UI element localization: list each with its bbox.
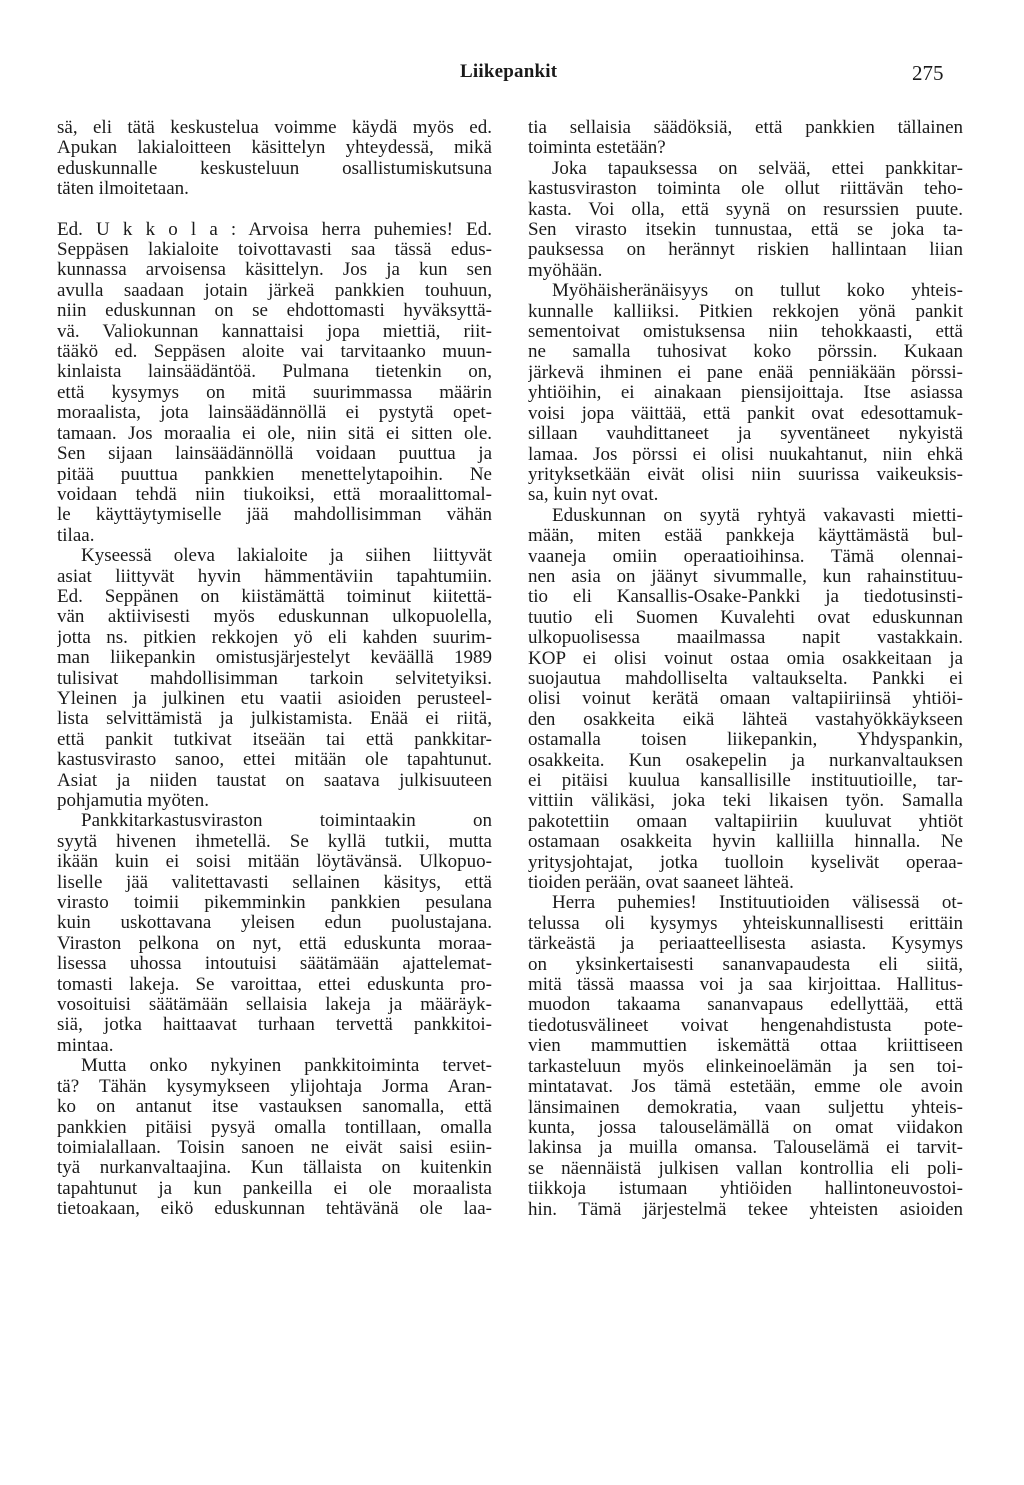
text-line: vien mammuttien iskemättä ottaa kriittiseen bbox=[528, 1036, 963, 1057]
text-line: virasto toimii pikemminkin pankkien pesulana bbox=[57, 893, 492, 914]
text-line: vaaneja omiin operaatioihinsa. Tämä olennai- bbox=[528, 546, 963, 567]
text-line: tuutio eli Suomen Kuvalehti ovat eduskunnan bbox=[528, 607, 963, 628]
text-line: mitä tässä maassa voi ja saa kirjoittaa. Hallitus- bbox=[528, 975, 963, 996]
text-line: Mutta onko nykyinen pankkitoiminta tervet- bbox=[81, 1056, 492, 1077]
text-line: kastusvirasto sanoo, ettei mitään ole tapahtunut. bbox=[57, 750, 492, 771]
text-line: asiat liittyvät hyvin hämmentäviin tapahtumiin. bbox=[57, 566, 492, 587]
text-line: kinlaista lainsäädäntöä. Pulmana tietenkin on, bbox=[57, 362, 492, 383]
text-line: Seppäsen lakialoite toivottavasti saa tässä edus- bbox=[57, 240, 492, 261]
text-line: länsimainen demokratia, vaan suljettu yhteis- bbox=[528, 1097, 963, 1118]
text-line: telussa oli kysymys yhteiskunnallisesti erittäin bbox=[528, 913, 963, 934]
text-line: tia sellaisia säädöksiä, että pankkien tällainen bbox=[528, 118, 963, 138]
text-line: lakinsa ja muilla omansa. Talouselämä ei tarvit- bbox=[528, 1138, 963, 1159]
text-line: Eduskunnan on syytä ryhtyä vakavasti mietti- bbox=[552, 505, 963, 526]
text-line: avulla saadaan jotain järkeä pankkien touhuun, bbox=[57, 280, 492, 301]
text-line: Joka tapauksessa on selvää, ettei pankkitar- bbox=[552, 158, 963, 179]
text-line: KOP ei olisi voinut ostaa omia osakkeitaan ja bbox=[528, 648, 963, 669]
text-line: liselle jää valitettavasti sellainen käsitys, että bbox=[57, 872, 492, 893]
text-line: Yleinen ja julkinen etu vaatii asioiden perusteel- bbox=[57, 688, 492, 709]
text-line: Pankkitarkastusviraston toimintaakin on bbox=[81, 811, 492, 832]
text-line: kunnassa arvoisensa käsittelyn. Jos ja kun sen bbox=[57, 260, 492, 281]
text-line: vittiin välikäsi, joka teki likaisen työn. Samalla bbox=[528, 791, 963, 812]
text-line: Herra puhemies! Instituutioiden välisessä ot- bbox=[552, 893, 963, 914]
text-line: järkevä ihminen ei pane enää penniäkään pörssi- bbox=[528, 362, 963, 383]
text-line: vosoituisi säätämään sellaisia lakeja ja määräyk- bbox=[57, 995, 492, 1016]
text-line: tietoakaan, eikö eduskunnan tehtävänä ole laa- bbox=[57, 1199, 492, 1220]
text-line: kasta. Voi olla, että syynä on resurssien puute. bbox=[528, 199, 963, 220]
text-line: pohjamutia myöten. bbox=[57, 791, 209, 811]
text-line: tilaa. bbox=[57, 525, 95, 546]
text-line: Apukan lakialoitteen käsittelyn yhteydessä, mikä bbox=[57, 138, 492, 159]
text-line: suojautua mahdolliselta valtaukselta. Pankki ei bbox=[528, 668, 963, 689]
text-line: tyä nurkanvaltaajina. Kun tällaista on kuitenkin bbox=[57, 1158, 492, 1179]
text-line: tiedotusvälineet voivat hengenahdistusta pote- bbox=[528, 1015, 963, 1036]
text-line: tiikkoja istumaan yhtiöiden hallintoneuvostoi- bbox=[528, 1179, 963, 1200]
text-line: yritysjohtajat, jotka tuolloin kyselivät operaa- bbox=[528, 852, 963, 873]
text-line: että kysymys on mitä suurimmassa määrin bbox=[57, 382, 492, 403]
right-text-column bbox=[528, 118, 963, 1220]
text-line: Sen virasto itsekin tunnustaa, että se joka ta- bbox=[528, 220, 963, 241]
text-line: ikään kuin ei soisi mitään löytävänsä. Ulkopuo- bbox=[57, 852, 492, 873]
text-line: sä, eli tätä keskustelua voimme käydä myös ed. bbox=[57, 118, 492, 138]
text-line: kunta, jossa talouselämällä on omat viidakon bbox=[528, 1117, 963, 1138]
text-line: Ed. U k k o l a : Arvoisa herra puhemies! Ed. bbox=[57, 219, 492, 240]
text-line: le käyttäytymiselle jää mahdollisimman vähän bbox=[57, 505, 492, 526]
text-line: tarkasteluun myös elinkeinoelämän ja sen toi- bbox=[528, 1056, 963, 1077]
text-line: lisessa uhossa intoutuisi säätämään ajattelemat- bbox=[57, 954, 492, 975]
text-line: myöhään. bbox=[528, 260, 603, 281]
text-line: ko on antanut itse vastauksen sanomalla, että bbox=[57, 1097, 492, 1118]
text-line: ne samalla tuhosivat koko pörssin. Kukaan bbox=[528, 342, 963, 363]
text-line: on yksinkertaisesti sananvapaudesta eli siitä, bbox=[528, 954, 963, 975]
text-line: vän aktiivisesti myös eduskunnan ulkopuolella, bbox=[57, 607, 492, 628]
text-line: kunnalle kalliiksi. Pitkien rekkojen yönä pankit bbox=[528, 301, 963, 322]
text-line: Ed. Seppänen on kiistämättä toiminut kiitettä- bbox=[57, 586, 492, 607]
text-line: sementoivat omistuksensa niin tehokkaasti, että bbox=[528, 322, 963, 343]
text-line: että pankit tutkivat itseään tai että pankkitar- bbox=[57, 729, 492, 750]
text-line: tomasti lakeja. Se varoittaa, ettei eduskunta pro- bbox=[57, 974, 492, 995]
text-line: tä? Tähän kysymykseen ylijohtaja Jorma Aran- bbox=[57, 1076, 492, 1097]
page-number: 275 bbox=[912, 61, 944, 85]
text-line: tio eli Kansallis-Osake-Pankki ja tiedotusinsti- bbox=[528, 587, 963, 608]
text-line: kastusviraston toiminta ole ollut riittävän teho- bbox=[528, 179, 963, 200]
text-line: niin eduskunnan on se ehdottomasti hyväksyttä- bbox=[57, 301, 492, 322]
text-line: hin. Tämä järjestelmä tekee yhteisten asioiden bbox=[528, 1199, 963, 1220]
text-line: voisi jopa väittää, että pankit ovat edesottamuk- bbox=[528, 403, 963, 424]
text-line: nen asia on jäänyt sivummalle, kun rahainstituu- bbox=[528, 566, 963, 587]
text-line: moraalista, jota lainsäädännöllä ei pystytä opet- bbox=[57, 403, 492, 424]
text-line: osakkeita. Kun osakepelin ja nurkanvaltauksen bbox=[528, 750, 963, 771]
text-line: voidaan tehdä niin tiukoiksi, että moraalittomal- bbox=[57, 484, 492, 505]
text-line: tääkö ed. Seppäsen aloite vai tarvitaanko muun- bbox=[57, 342, 492, 363]
text-line: se näennäistä julkisen vallan kontrollia eli poli- bbox=[528, 1158, 963, 1179]
text-line: Kyseessä oleva lakialoite ja siihen liittyvät bbox=[81, 546, 492, 567]
text-line: pauksessa on herännyt riskien hallintaan liian bbox=[528, 240, 963, 261]
text-line: tulisivat mahdollisimman tarkoin selvitetyiksi. bbox=[57, 668, 492, 689]
text-line: Viraston pelkona on nyt, että eduskunta moraa- bbox=[57, 933, 492, 954]
text-line: tamaan. Jos moraalia ei ole, niin sitä ei sitten ole. bbox=[57, 423, 492, 444]
text-line: sa, kuin nyt ovat. bbox=[528, 485, 659, 506]
text-line: tärkeästä ja periaatteellisesta asiasta. Kysymys bbox=[528, 934, 963, 955]
text-line: mintaa. bbox=[57, 1035, 114, 1056]
text-line: tapahtunut ja kun pankeilla ei ole moraalista bbox=[57, 1178, 492, 1199]
text-line: mintatavat. Jos tämä estetään, emme ole avoin bbox=[528, 1077, 963, 1098]
text-line: sillaan vauhdittaneet ja syventäneet nykyistä bbox=[528, 424, 963, 445]
paragraph-gap bbox=[57, 200, 492, 220]
text-line: toiminta estetään? bbox=[528, 138, 666, 159]
text-line: jotta ns. pitkien rekkojen yö eli kahden suurim- bbox=[57, 627, 492, 648]
text-line: ostamalla toisen liikepankin, Yhdyspankin, bbox=[528, 730, 963, 751]
text-line: täten ilmoitetaan. bbox=[57, 179, 189, 200]
running-header-title: Liikepankit bbox=[460, 61, 558, 82]
text-line: lista selvittämistä ja julkistamista. Enää ei riitä, bbox=[57, 709, 492, 730]
text-line: tioiden perään, ovat saaneet lähteä. bbox=[528, 873, 794, 894]
text-line: eduskunnalle keskusteluun osallistumiskutsuna bbox=[57, 158, 492, 179]
text-line: siä, jotka haittaavat turhaan tervettä pankkitoi- bbox=[57, 1015, 492, 1036]
text-line: pakotettiin omaan valtapiiriin kuuluvat yhtiöt bbox=[528, 811, 963, 832]
text-line: toimialallaan. Toisin sanoen ne eivät saisi esiin- bbox=[57, 1137, 492, 1158]
text-line: lamaa. Jos pörssi ei olisi nuukahtanut, niin ehkä bbox=[528, 444, 963, 465]
text-line: muodon takaama sananvapaus edellyttää, että bbox=[528, 995, 963, 1016]
text-line: yhtiöihin, ei ainakaan piensijoittaja. Itse asiassa bbox=[528, 383, 963, 404]
text-line: olisi voinut kerätä omaan valtapiiriinsä yhtiöi- bbox=[528, 689, 963, 710]
text-line: man liikepankin omistusjärjestelyt keväällä 1989 bbox=[57, 648, 492, 669]
text-line: vä. Valiokunnan kannattaisi jopa miettiä, riit- bbox=[57, 321, 492, 342]
text-line: yrityksetkään eivät olisi niin suurissa vaikeuksis- bbox=[528, 464, 963, 485]
text-line: ei pitäisi kuulua kansallisille instituutioille, tar- bbox=[528, 771, 963, 791]
text-line: mään, miten estää pankkeja käyttämästä bul- bbox=[528, 526, 963, 547]
text-line: Sen sijaan lainsäädännöllä voidaan puuttua ja bbox=[57, 444, 492, 465]
text-line: pankkien pitäisi pysyä omalla tontillaan, omalla bbox=[57, 1117, 492, 1138]
text-line: Asiat ja niiden taustat on saatava julkisuuteen bbox=[57, 770, 492, 791]
text-line: Myöhäisheränäisyys on tullut koko yhteis- bbox=[552, 281, 963, 302]
text-line: ulkopuolisessa maailmassa napit vastakkain. bbox=[528, 628, 963, 649]
text-line: kuin uskottavana yleisen edun puolustajana. bbox=[57, 913, 492, 934]
left-text-column bbox=[57, 118, 492, 1220]
text-line: den osakkeita eikä lähteä vastahyökkäykseen bbox=[528, 709, 963, 730]
text-line: pitää puuttua pankkien menettelytapoihin. Ne bbox=[57, 464, 492, 485]
text-line: ostamaan osakkeita hyvin kalliilla hinnalla. Ne bbox=[528, 832, 963, 853]
text-line: syytä hivenen ihmetellä. Se kyllä tutkii, mutta bbox=[57, 831, 492, 852]
